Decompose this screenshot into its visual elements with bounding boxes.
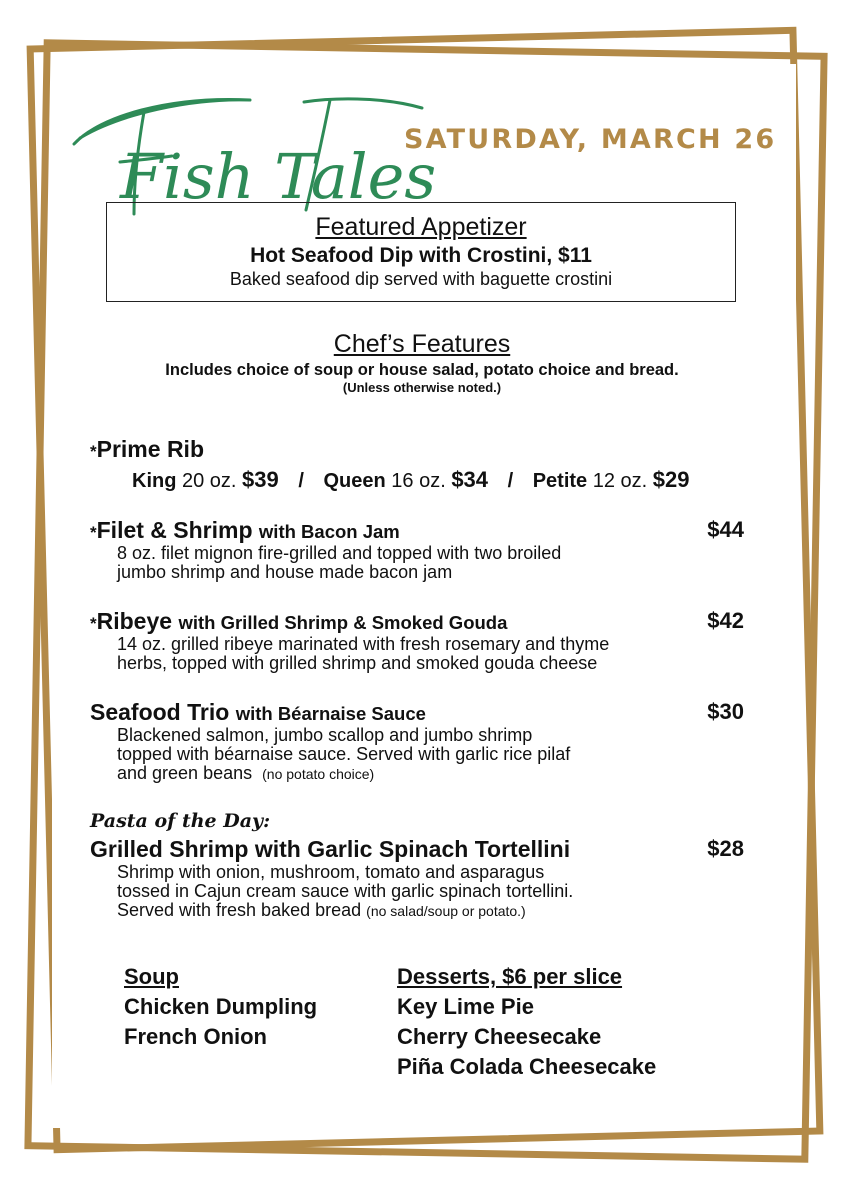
item-price: $42	[707, 608, 744, 633]
menu-item-ribeye	[90, 608, 750, 673]
size-separator: /	[507, 470, 514, 492]
dessert-list	[397, 962, 656, 1082]
star-marker: *	[90, 614, 97, 633]
size-price: $29	[652, 467, 690, 492]
menu-item-pasta	[90, 836, 750, 921]
item-price: $28	[707, 836, 744, 861]
desc-line: 14 oz. grilled ribeye marinated with fresh rosemary and thyme	[117, 634, 610, 654]
desc-text: and green beans	[117, 763, 253, 783]
menu-date: SATURDAY, MARCH 26	[404, 124, 777, 155]
item-description	[117, 635, 750, 673]
item-price: $44	[707, 517, 744, 542]
chef-features-heading: Chef’s Features	[333, 330, 511, 358]
desc-line	[117, 764, 750, 784]
chef-features-note: Includes choice of soup or house salad, potato choice and bread.	[165, 361, 679, 379]
desc-line: herbs, topped with grilled shrimp and smoked gouda cheese	[117, 653, 598, 673]
pasta-of-the-day-label: Pasta of the Day:	[90, 810, 271, 832]
logo-text: Fish Tales	[120, 140, 437, 213]
menu-item-prime-rib	[90, 436, 750, 493]
desc-text: Served with fresh baked bread	[117, 900, 362, 920]
chef-features-subnote: (Unless otherwise noted.)	[342, 380, 502, 395]
list-item: Chicken Dumpling	[124, 994, 318, 1019]
size-label: Queen	[323, 470, 386, 492]
desc-line: Blackened salmon, jumbo scallop and jumbo shrimp	[117, 725, 533, 745]
item-name: Seafood Trio	[90, 699, 230, 725]
size-separator: /	[298, 470, 304, 492]
item-with: with Grilled Shrimp & Smoked Gouda	[178, 612, 508, 633]
list-item: French Onion	[124, 1024, 267, 1049]
list-item: Cherry Cheesecake	[397, 1024, 602, 1049]
item-description	[117, 726, 750, 784]
desc-line: tossed in Cajun cream sauce with garlic spinach tortellini.	[117, 881, 574, 901]
soup-list	[124, 962, 317, 1052]
desserts-heading: Desserts, $6 per slice	[397, 964, 623, 989]
size-weight: 16 oz.	[391, 470, 446, 492]
size-weight: 20 oz.	[182, 470, 237, 492]
desc-line: Shrimp with onion, mushroom, tomato and asparagus	[117, 862, 545, 882]
desc-line: jumbo shrimp and house made bacon jam	[117, 562, 453, 582]
item-name: Grilled Shrimp with Garlic Spinach Tortellini	[90, 836, 571, 862]
size-label: King	[132, 470, 177, 492]
star-marker: *	[90, 523, 97, 542]
chef-features-header	[100, 330, 744, 395]
prime-rib-sizes	[132, 467, 750, 493]
appetizer-heading: Featured Appetizer	[315, 213, 527, 241]
desc-line: topped with béarnaise sauce. Served with garlic rice pilaf	[117, 744, 571, 764]
appetizer-title: Hot Seafood Dip with Crostini, $11	[250, 244, 592, 267]
featured-appetizer-box	[106, 202, 736, 302]
menu-item-seafood-trio	[90, 699, 750, 784]
list-item: Key Lime Pie	[397, 994, 534, 1019]
item-description	[117, 544, 750, 582]
item-with: with Béarnaise Sauce	[235, 703, 426, 724]
item-price: $30	[707, 699, 744, 724]
desc-note: (no salad/soup or potato.)	[366, 903, 526, 919]
desc-note: (no potato choice)	[262, 766, 375, 782]
desc-line	[117, 901, 750, 921]
appetizer-description: Baked seafood dip served with baguette crostini	[229, 269, 613, 289]
size-weight: 12 oz.	[592, 470, 648, 492]
item-name: Prime Rib	[96, 436, 204, 462]
size-label: Petite	[532, 470, 588, 492]
soup-heading: Soup	[124, 964, 179, 989]
star-marker: *	[90, 442, 97, 461]
size-price: $39	[242, 467, 279, 492]
menu-item-filet-shrimp	[90, 517, 750, 582]
item-with: with Bacon Jam	[258, 521, 400, 542]
item-description	[117, 863, 750, 921]
list-item: Piña Colada Cheesecake	[397, 1054, 657, 1079]
size-price: $34	[451, 467, 489, 492]
item-name: Ribeye	[96, 608, 173, 634]
item-name: Filet & Shrimp	[96, 517, 253, 543]
desc-line: 8 oz. filet mignon fire-grilled and topped with two broiled	[117, 543, 562, 563]
